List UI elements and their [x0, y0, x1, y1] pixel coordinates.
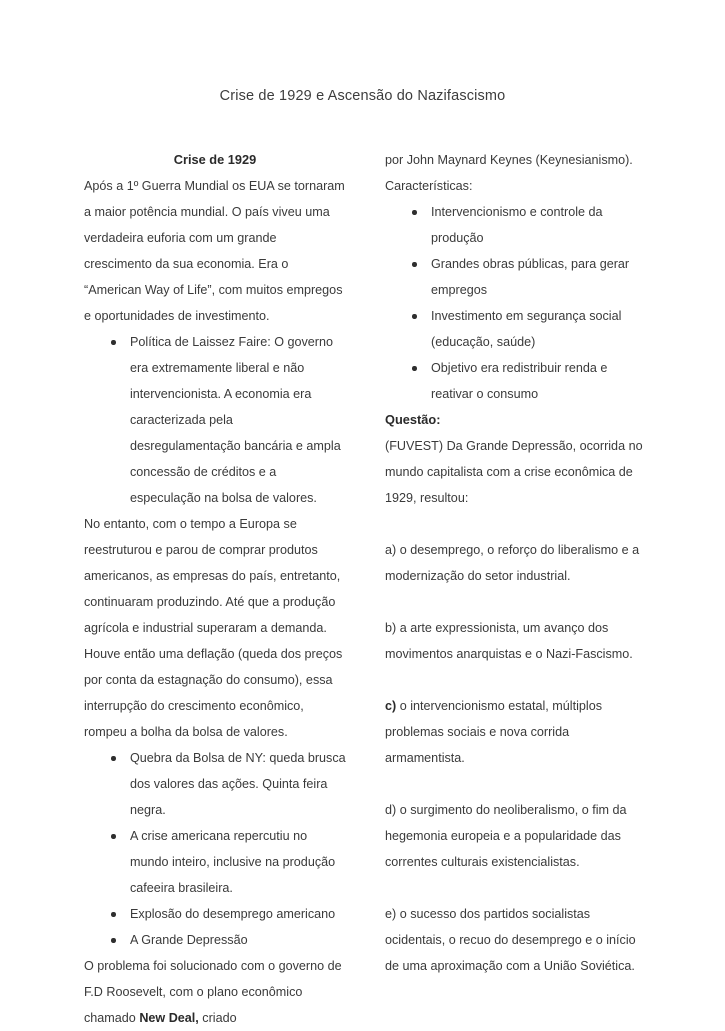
- left-paragraph-1: Após a 1º Guerra Mundial os EUA se tornaram a maior potência mundial. O país viveu uma verdadeira euforia com um grande crescimento da sua economia. Era o “American Way of Life”, com muitos empregos e oportunidades de investimento.: [84, 179, 345, 323]
- list-item: Política de Laissez Faire: O governo era extremamente liberal e não intervencionista. A economia era caracterizada pela desregulamentação bancária e ampla concessão de créditos e a especulação na bolsa de valores.: [84, 329, 346, 511]
- two-column-body: [0, 147, 725, 1031]
- right-paragraph-continued: por John Maynard Keynes (Keynesianismo). Características:: [385, 153, 633, 193]
- option-spacer-c: [385, 771, 647, 797]
- option-label-d: d): [385, 803, 397, 817]
- option-text-c: o intervencionismo estatal, múltiplos problemas sociais e nova corrida armamentista.: [385, 699, 602, 765]
- list-item: Intervencionismo e controle da produção: [385, 199, 647, 251]
- question-spacer: [385, 511, 647, 537]
- left-paragraph-3-text-after: criado: [198, 1011, 237, 1025]
- left-paragraph-2: No entanto, com o tempo a Europa se reestruturou e parou de comprar produtos americanos, as empresas do país, entretanto, continuaram produzindo. Até que a produção agrícola e industrial superaram a demanda. Houve então uma deflação (queda dos preços por conta da estagnação do consumo), essa interrupção do crescimento econômico, rompeu a bolha da bolsa de valores.: [84, 517, 343, 739]
- option-text-b: a arte expressionista, um avanço dos movimentos anarquistas e o Nazi-Fascismo.: [385, 621, 633, 661]
- page-title: Crise de 1929 e Ascensão do Nazifascismo: [219, 88, 506, 104]
- option-text-a: o desemprego, o reforço do liberalismo e a modernização do setor industrial.: [385, 543, 640, 583]
- list-item: A crise americana repercutiu no mundo inteiro, inclusive na produção cafeeira brasileira.: [84, 823, 346, 901]
- list-item: Objetivo era redistribuir renda e reativar o consumo: [385, 355, 647, 407]
- option-label-c: c): [385, 699, 397, 713]
- option-spacer-b: [385, 667, 647, 693]
- question-option-c: [385, 693, 647, 771]
- right-column: [385, 147, 647, 979]
- question-option-e: [385, 901, 647, 979]
- left-bullet-list-1: [84, 329, 346, 511]
- option-text-e: o sucesso dos partidos socialistas ocidentais, o recuo do desemprego e o início de uma aproximação com a União Soviética.: [385, 907, 636, 973]
- option-label-b: b): [385, 621, 397, 635]
- left-column: [84, 147, 346, 1031]
- left-section-heading: Crise de 1929: [173, 152, 257, 167]
- option-spacer-a: [385, 589, 647, 615]
- list-item: Investimento em segurança social (educação, saúde): [385, 303, 647, 355]
- list-item: Grandes obras públicas, para gerar empregos: [385, 251, 647, 303]
- option-text-d: o surgimento do neoliberalismo, o fim da hegemonia europeia e a popularidade das correntes culturais existencialistas.: [385, 803, 627, 869]
- question-stem: (FUVEST) Da Grande Depressão, ocorrida no mundo capitalista com a crise econômica de 1929, resultou:: [385, 439, 643, 505]
- list-item: Explosão do desemprego americano: [84, 901, 346, 927]
- left-bullet-list-2: [84, 745, 346, 953]
- left-paragraph-3: [84, 953, 346, 1031]
- new-deal-emphasis: New Deal,: [139, 1011, 199, 1025]
- option-spacer-d: [385, 875, 647, 901]
- question-option-a: [385, 537, 647, 589]
- option-label-a: a): [385, 543, 397, 557]
- question-heading: Questão:: [385, 412, 441, 427]
- question-option-d: [385, 797, 647, 875]
- left-paragraph-3-text-before: O problema foi solucionado com o governo de F.D Roosevelt, com o plano econômico chamado: [84, 959, 342, 1025]
- option-label-e: e): [385, 907, 397, 921]
- right-bullet-list: [385, 199, 647, 407]
- list-item: A Grande Depressão: [84, 927, 346, 953]
- list-item: Quebra da Bolsa de NY: queda brusca dos valores das ações. Quinta feira negra.: [84, 745, 346, 823]
- question-option-b: [385, 615, 647, 667]
